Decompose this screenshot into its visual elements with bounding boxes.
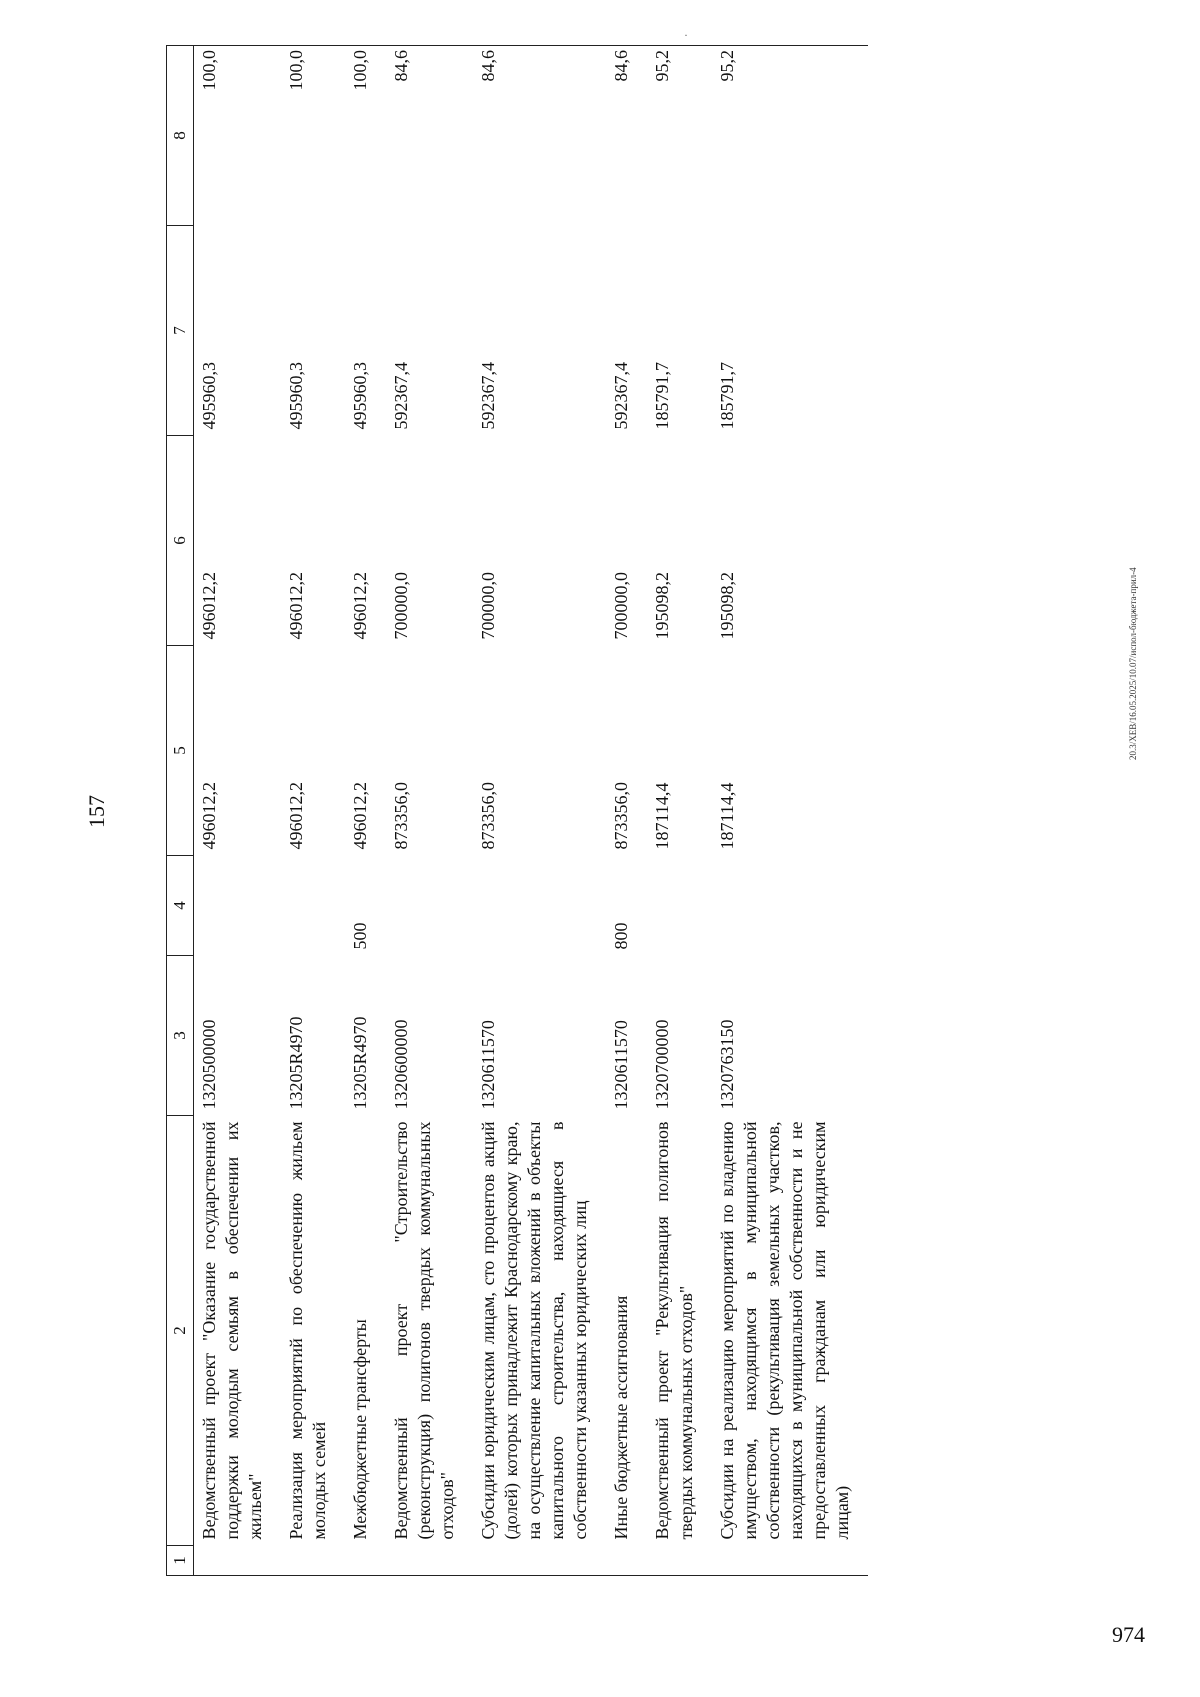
cell-type: 500 — [350, 922, 371, 950]
budget-table — [166, 45, 868, 1576]
stray-mark: · — [684, 28, 688, 42]
cell-col1 — [712, 1546, 868, 1576]
cell-col1 — [647, 1546, 711, 1576]
table-row — [712, 46, 868, 1576]
cell-col6: 700000,0 — [391, 572, 412, 640]
cell-col5: 873356,0 — [478, 782, 499, 850]
cell-col6: 496012,2 — [199, 572, 219, 640]
cell-percent: 84,6 — [473, 46, 606, 226]
table-row — [194, 46, 282, 1576]
page-number-top: 157 — [84, 795, 109, 828]
cell-col6: 700000,0 — [478, 572, 499, 640]
column-header-8: 8 — [167, 46, 194, 226]
cell-col5: 496012,2 — [286, 782, 307, 850]
cell-percent: 84,6 — [386, 46, 473, 226]
cell-description: Ведомственный проект "Рекультивация полигонов твердых коммунальных отходов" — [652, 1121, 696, 1540]
cell-col6: 195098,2 — [652, 572, 673, 640]
cell-col1 — [606, 1546, 647, 1576]
cell-col7: 185791,7 — [652, 362, 673, 430]
cell-col7: 592367,4 — [391, 362, 412, 430]
cell-col5: 496012,2 — [199, 782, 219, 850]
budget-table-container — [166, 46, 1046, 1576]
cell-percent: 95,2 — [712, 46, 868, 226]
cell-description: Субсидии юридическим лицам, сто процентов акций (долей) которых принадлежит Краснодарскому краю, на осуществление капитальных вложений в объекты капитального строительства, находящиеся в собственности указанных юридических лиц — [478, 1121, 591, 1540]
cell-code: 1320600000 — [391, 1019, 412, 1110]
table-row — [473, 46, 606, 1576]
cell-code: 1320611570 — [478, 1020, 499, 1110]
cell-description: Ведомственный проект "Строительство (реконструкция) полигонов твердых коммунальных отходов" — [391, 1121, 458, 1540]
cell-code: 13205R4970 — [286, 1016, 307, 1110]
cell-col6: 195098,2 — [716, 572, 737, 640]
cell-description: Межбюджетные трансферты — [350, 1319, 371, 1540]
cell-type: 800 — [611, 922, 632, 950]
cell-percent: 100,0 — [194, 46, 282, 226]
footer-note: 20.3/ХЕВ/16.05.2025/10.07/испол-бюджета-прил-4 — [1128, 567, 1138, 760]
cell-col5: 187114,4 — [716, 782, 737, 850]
cell-col5: 187114,4 — [652, 782, 673, 850]
cell-description: Иные бюджетные ассигнования — [611, 1295, 632, 1540]
column-header-7: 7 — [167, 226, 194, 436]
cell-col1 — [345, 1546, 386, 1576]
cell-col5: 873356,0 — [391, 782, 412, 850]
cell-col6: 700000,0 — [611, 572, 632, 640]
cell-col5: 873356,0 — [611, 782, 632, 850]
cell-code: 13205R4970 — [350, 1016, 371, 1110]
cell-code: 1320611570 — [611, 1020, 632, 1110]
column-header-1: 1 — [167, 1546, 194, 1576]
cell-col5: 496012,2 — [350, 782, 371, 850]
column-header-6: 6 — [167, 436, 194, 646]
cell-type — [647, 856, 711, 956]
cell-col7: 592367,4 — [611, 362, 632, 430]
cell-type — [386, 856, 473, 956]
column-header-4: 4 — [167, 856, 194, 956]
cell-col7: 185791,7 — [716, 362, 737, 430]
cell-col1 — [386, 1546, 473, 1576]
cell-type — [281, 856, 345, 956]
cell-col7: 495960,3 — [199, 362, 219, 430]
cell-percent: 100,0 — [345, 46, 386, 226]
cell-percent: 100,0 — [281, 46, 345, 226]
cell-description: Реализация мероприятий по обеспечению жильем молодых семей — [286, 1121, 330, 1540]
cell-col1 — [473, 1546, 606, 1576]
table-row — [606, 46, 647, 1576]
table-row — [647, 46, 711, 1576]
cell-description: Ведомственный проект "Оказание государственной поддержки молодым семьям в обеспечении их жильем" — [199, 1121, 266, 1540]
cell-code: 1320500000 — [199, 1019, 219, 1110]
cell-col6: 496012,2 — [350, 572, 371, 640]
page-number-bottom: 974 — [1112, 1622, 1145, 1647]
cell-type — [712, 856, 868, 956]
table-row — [386, 46, 473, 1576]
cell-type — [194, 856, 282, 956]
table-row — [345, 46, 386, 1576]
column-header-3: 3 — [167, 956, 194, 1116]
cell-col6: 496012,2 — [286, 572, 307, 640]
cell-type — [473, 856, 606, 956]
column-header-5: 5 — [167, 646, 194, 856]
cell-col7: 495960,3 — [350, 362, 371, 430]
cell-percent: 84,6 — [606, 46, 647, 226]
cell-col1 — [281, 1546, 345, 1576]
cell-code: 1320700000 — [652, 1019, 673, 1110]
table-header-row — [167, 46, 194, 1576]
cell-col7: 592367,4 — [478, 362, 499, 430]
column-header-2: 2 — [167, 1116, 194, 1546]
cell-col1 — [194, 1546, 282, 1576]
cell-percent: 95,2 — [647, 46, 711, 226]
cell-col7: 495960,3 — [286, 362, 307, 430]
cell-description: Субсидии на реализацию мероприятий по владению имуществом, находящимся в муниципальной собственности (рекультивация земельных участков, находящихся в муниципальной собственности и не предоставленных гражданам или юридическим лицам) — [716, 1121, 852, 1540]
table-row — [281, 46, 345, 1576]
cell-code: 1320763150 — [716, 1019, 737, 1110]
